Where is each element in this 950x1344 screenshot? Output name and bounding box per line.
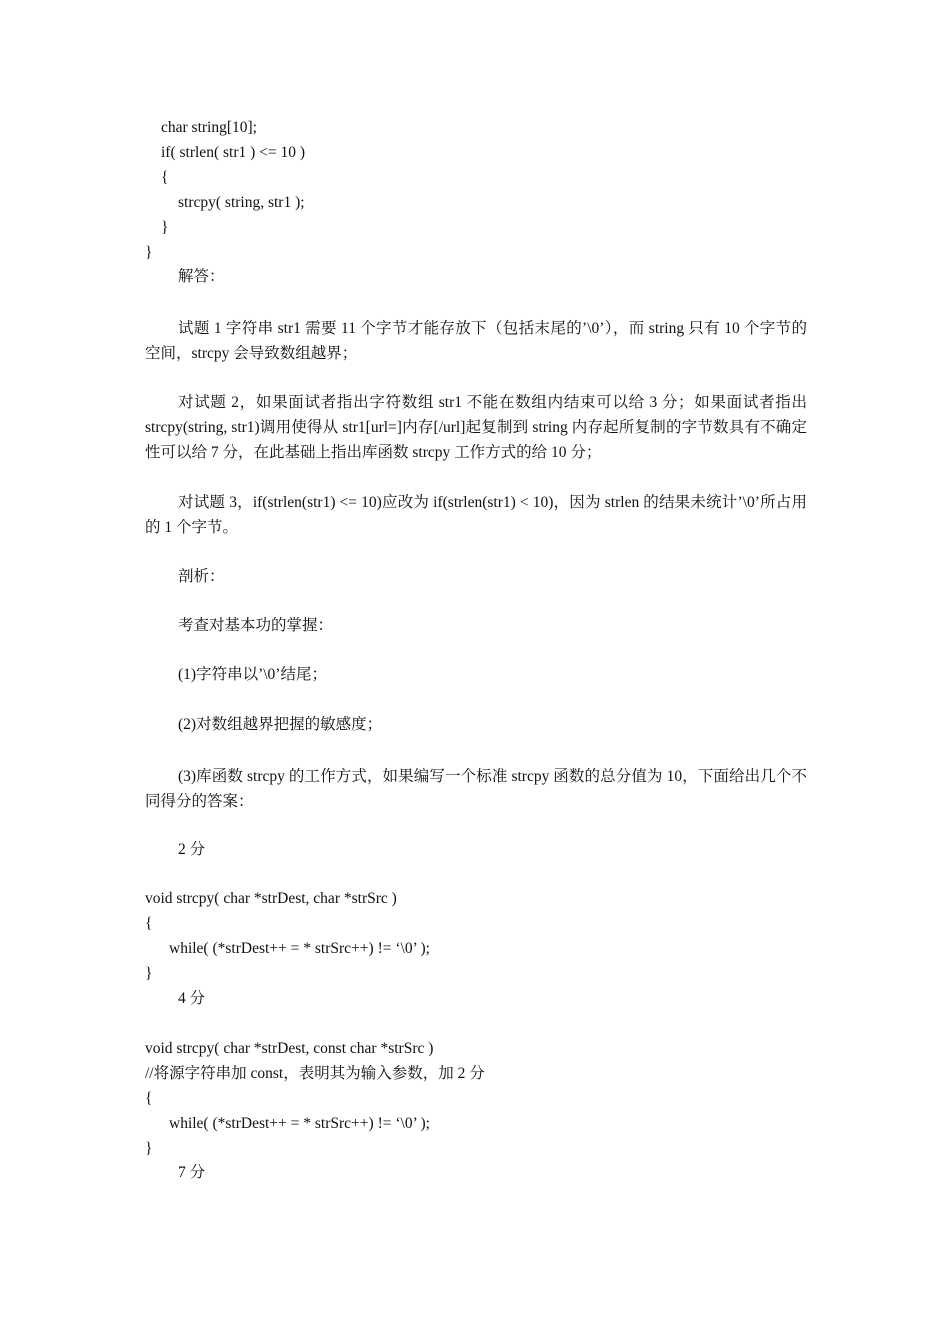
score-label: 4 分: [178, 990, 206, 1007]
code-line: strcpy( string, str1 );: [178, 194, 305, 211]
answer-heading: 解答：: [178, 268, 225, 285]
code-line: {: [145, 915, 153, 932]
analysis-point: (3)库函数 strcpy 的工作方式，如果编写一个标准 strcpy 函数的总分值为 10，下面给出几个不同得分的答案：: [145, 768, 807, 810]
analysis-intro: 考查对基本功的掌握：: [178, 617, 334, 634]
code-line: }: [145, 1140, 153, 1157]
code-line: void strcpy( char *strDest, char *strSrc ): [145, 890, 397, 907]
answer-paragraph: 对试题 2，如果面试者指出字符数组 str1 不能在数组内结束可以给 3 分；如果面试者指出 strcpy(string, str1)调用使得从 str1[url=]内存[/url]起复制到 string 内存起所复制的字节数具有不确定性可以给 7 分，在此基础上指出库函数 strcpy 工作方式的给 10 分；: [145, 394, 807, 461]
code-line: void strcpy( char *strDest, const char *strSrc ): [145, 1040, 434, 1057]
code-line: }: [145, 965, 153, 982]
analysis-point: (2)对数组越界把握的敏感度；: [178, 716, 383, 733]
code-line: }: [161, 219, 169, 236]
analysis-point: (1)字符串以’\0’结尾；: [178, 666, 327, 683]
analysis-heading: 剖析：: [178, 568, 225, 585]
score-label: 2 分: [178, 841, 206, 858]
code-line: if( strlen( str1 ) <= 10 ): [161, 144, 306, 161]
answer-paragraph: 对试题 3，if(strlen(str1) <= 10)应改为 if(strlen(str1) < 10)，因为 strlen 的结果未统计’\0’所占用的 1 个字节。: [145, 494, 807, 536]
code-line: while( (*strDest++ = * strSrc++) != ‘\0’ );: [169, 1115, 430, 1132]
code-line: }: [145, 244, 153, 261]
code-line: {: [145, 1090, 153, 1107]
code-line: char string[10];: [161, 119, 257, 136]
code-line: {: [161, 169, 169, 186]
code-comment: //将源字符串加 const，表明其为输入参数，加 2 分: [145, 1065, 485, 1082]
score-label: 7 分: [178, 1164, 206, 1181]
code-line: while( (*strDest++ = * strSrc++) != ‘\0’ );: [169, 940, 430, 957]
answer-paragraph: 试题 1 字符串 str1 需要 11 个字节才能存放下（包括末尾的’\0’），而 string 只有 10 个字节的空间，strcpy 会导致数组越界；: [145, 320, 807, 362]
